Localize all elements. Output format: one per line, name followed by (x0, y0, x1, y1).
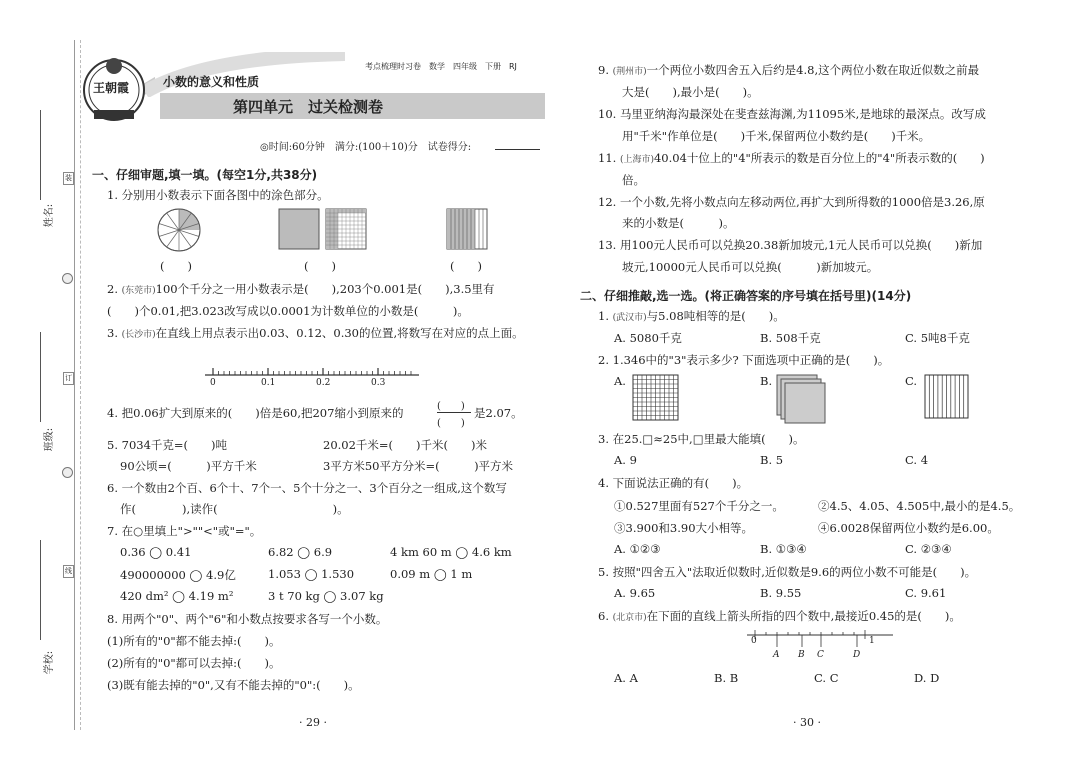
tick-label: 0 (210, 378, 216, 388)
question-11-cont: 倍。 (622, 173, 645, 187)
point-label: D (853, 650, 861, 660)
binding-box: 订 (63, 372, 74, 385)
point-label: A (773, 650, 780, 660)
fraction-bar (437, 412, 471, 413)
question-2: 2. (东莞市)100个千分之一用小数表示是( ),203个0.001是( ),3.5里有 (107, 282, 495, 296)
figure-striped-square (446, 208, 490, 252)
tick-label: 0.2 (316, 378, 331, 388)
binding-line (74, 40, 75, 730)
question-13-cont: 坡元,10000元人民币可以兑换( )新加坡元。 (622, 260, 879, 274)
city-tag: (北京市) (612, 613, 647, 623)
question-number: 9. (598, 63, 609, 77)
option-c[interactable]: C. C (814, 671, 839, 685)
city-tag: (上海市) (619, 155, 654, 165)
question-11-text: 40.04十位上的"4"所表示的数是百分位上的"4"所表示数的( ) (653, 151, 985, 165)
time-score-line: ◎时间:60分钟 满分:(100＋10)分 试卷得分: (260, 142, 472, 153)
question-5b: 20.02千米=( )千米( )米 (323, 438, 488, 452)
option-c[interactable]: C. ②③④ (905, 542, 952, 556)
option-b[interactable]: B. B (714, 671, 739, 685)
tick-label: 0.3 (371, 378, 386, 388)
option-b[interactable]: B. (760, 374, 773, 388)
question-5d: 3平方米50平方分米=( )平方米 (323, 459, 514, 473)
statement-1: ①0.527里面有527个千分之一。 (614, 499, 784, 513)
name-label: 姓名: (44, 203, 56, 228)
statement-2: ②4.5、4.05、4.505中,最小的是4.5。 (818, 499, 1021, 513)
statement-4: ④6.0028保留两位小数约是6.00。 (818, 521, 999, 535)
option-d[interactable]: D. D (914, 671, 940, 685)
option-a[interactable]: A. 9.65 (614, 586, 656, 600)
number-line-q3 (203, 365, 421, 381)
class-label: 班级: (44, 427, 56, 452)
score-blank[interactable] (495, 149, 540, 150)
question-5c: 90公顷=( )平方千米 (120, 459, 257, 473)
question-number: 11. (598, 151, 617, 165)
tick-label: 0.1 (261, 378, 276, 388)
compare-item[interactable]: 0.09 m ◯ 1 m (390, 567, 473, 581)
line-label-1: 1 (869, 636, 875, 646)
question-4: 4. 把0.06扩大到原来的( )倍是60,把207缩小到原来的 (107, 406, 404, 420)
compare-item[interactable]: 4 km 60 m ◯ 4.6 km (390, 545, 512, 559)
school-label: 学校: (44, 650, 56, 675)
question-12-cont: 来的小数是( )。 (622, 216, 735, 230)
compare-item[interactable]: 6.82 ◯ 6.9 (268, 545, 333, 559)
question-12: 12. 一个小数,先将小数点向左移动两位,再扩大到所得数的1000倍是3.26,原 (598, 195, 985, 209)
binding-hole-icon (62, 467, 73, 478)
question-9 (598, 62, 979, 78)
binding-box: 线 (63, 565, 74, 578)
choice-question-3: 3. 在25.□≈25中,□里最大能填( )。 (598, 432, 805, 446)
option-c[interactable]: C. 5吨8千克 (905, 331, 970, 345)
compare-item[interactable]: 3 t 70 kg ◯ 3.07 kg (268, 589, 384, 603)
question-1: 1. 分别用小数表示下面各图中的涂色部分。 (107, 188, 329, 202)
question-13: 13. 用100元人民币可以兑换20.38新加坡元,1元人民币可以兑换( )新加 (598, 238, 983, 252)
question-10: 10. 马里亚纳海沟最深处在斐查兹海渊,为11095米,是地球的最深点。改写成 (598, 107, 986, 121)
city-tag: (武汉市) (612, 313, 647, 323)
binding-box: 装 (63, 172, 74, 185)
option-a[interactable]: A. 9 (614, 453, 637, 467)
option-b[interactable]: B. 508千克 (760, 331, 821, 345)
figure-square-grid (278, 208, 370, 252)
point-label: B (798, 650, 805, 660)
series-info: 考点梳理时习卷 数学 四年级 下册 RJ (365, 62, 517, 71)
section-1-heading: 一、仔细审题,填一填。(每空1分,共38分) (92, 168, 318, 182)
question-6-cont: 作( ),读作( )。 (120, 502, 349, 516)
question-number: 6. (598, 609, 609, 623)
question-8-3: (3)既有能去掉的"0",又有不能去掉的"0":( )。 (107, 678, 360, 692)
compare-item[interactable]: 1.053 ◯ 1.530 (268, 567, 355, 581)
question-4-end: 是2.07。 (474, 406, 523, 420)
figure-circle-sectors (156, 207, 202, 253)
question-11 (598, 150, 985, 166)
question-10-cont: 用"千米"作单位是( )千米,保留两位小数约是( )千米。 (622, 129, 931, 143)
choice-question-1-text: 与5.08吨相等的是( )。 (646, 309, 785, 323)
question-7: 7. 在○里填上">""<"或"="。 (107, 524, 262, 538)
option-b[interactable]: B. 9.55 (760, 586, 802, 600)
question-9-text: 一个两位小数四舍五入后约是4.8,这个两位小数在取近似数之前最 (646, 63, 980, 77)
figure-thousandths-grid (632, 374, 680, 422)
school-line (40, 540, 41, 640)
question-6: 6. 一个数由2个百、6个十、7个一、5个十分之一、3个百分之一组成,这个数写 (107, 481, 507, 495)
class-line (40, 332, 41, 422)
fraction-denominator[interactable]: ( ) (437, 418, 465, 429)
option-c[interactable]: C. 4 (905, 453, 929, 467)
choice-question-1 (598, 308, 785, 324)
chapter-title: 小数的意义和性质 (163, 75, 260, 89)
answer-blank[interactable]: ( ) (304, 259, 336, 273)
question-2-cont: ( )个0.01,把3.023改写成以0.0001为计数单位的小数是( )。 (107, 304, 469, 318)
page-number-right: · 30 · (793, 716, 821, 729)
fraction-numerator[interactable]: ( ) (437, 401, 465, 412)
question-3: 3. (长沙市)在直线上用点表示出0.03、0.12、0.30的位置,将数写在对应的点上面。 (107, 326, 524, 340)
point-label: C (817, 650, 824, 660)
option-a[interactable]: A. (614, 374, 626, 388)
city-tag: (东莞市) (121, 286, 156, 296)
page-title: 第四单元 过关检测卷 (233, 98, 384, 116)
option-c[interactable]: C. 9.61 (905, 586, 947, 600)
question-8-2: (2)所有的"0"都可以去掉:( )。 (107, 656, 281, 670)
choice-question-6-text: 在下面的直线上箭头所指的四个数中,最接近0.45的是( )。 (646, 609, 961, 623)
question-8: 8. 用两个"0"、两个"6"和小数点按要求各写一个小数。 (107, 612, 388, 626)
name-line (40, 110, 41, 200)
question-5a: 5. 7034千克=( )吨 (107, 438, 228, 452)
compare-item[interactable]: 0.36 ◯ 0.41 (120, 545, 192, 559)
option-a[interactable]: A. ①②③ (614, 542, 661, 556)
city-tag: (荆州市) (612, 67, 647, 77)
section-2-heading: 二、仔细推敲,选一选。(将正确答案的序号填在括号里)(14分) (580, 289, 912, 303)
question-2-text: 100个千分之一用小数表示是( ),203个0.001是( ),3.5里有 (155, 282, 495, 296)
option-a[interactable]: A. A (614, 671, 638, 685)
question-9-cont: 大是( ),最小是( )。 (622, 85, 759, 99)
answer-blank[interactable]: ( ) (450, 259, 482, 273)
option-c[interactable]: C. (905, 374, 918, 388)
compare-item[interactable]: 420 dm² ◯ 4.19 m² (120, 589, 234, 603)
line-label-0: 0 (751, 636, 757, 646)
option-b[interactable]: B. ①③④ (760, 542, 807, 556)
statement-3: ③3.900和3.90大小相等。 (614, 521, 754, 535)
binding-hole-icon (62, 273, 73, 284)
question-3-text: 在直线上用点表示出0.03、0.12、0.30的位置,将数写在对应的点上面。 (155, 326, 524, 340)
option-a[interactable]: A. 5080千克 (614, 331, 682, 345)
option-b[interactable]: B. 5 (760, 453, 784, 467)
choice-question-2: 2. 1.346中的"3"表示多少? 下面选项中正确的是( )。 (598, 353, 890, 367)
choice-question-5: 5. 按照"四舍五入"法取近似数时,近似数是9.6的两位小数不可能是( )。 (598, 565, 977, 579)
binding-dashed-line (80, 40, 81, 730)
question-8-1: (1)所有的"0"都不能去掉:( )。 (107, 634, 281, 648)
figure-tenths-strips (924, 374, 970, 420)
choice-question-4: 4. 下面说法正确的有( )。 (598, 476, 749, 490)
logo-text: 王朝霞 (93, 81, 130, 95)
figure-stacked-squares (776, 374, 830, 426)
question-number: 1. (598, 309, 609, 323)
page-number-left: · 29 · (299, 716, 327, 729)
answer-blank[interactable]: ( ) (160, 259, 192, 273)
choice-question-6 (598, 608, 961, 624)
compare-item[interactable]: 490000000 ◯ 4.9亿 (120, 568, 236, 582)
city-tag: (长沙市) (121, 330, 156, 340)
